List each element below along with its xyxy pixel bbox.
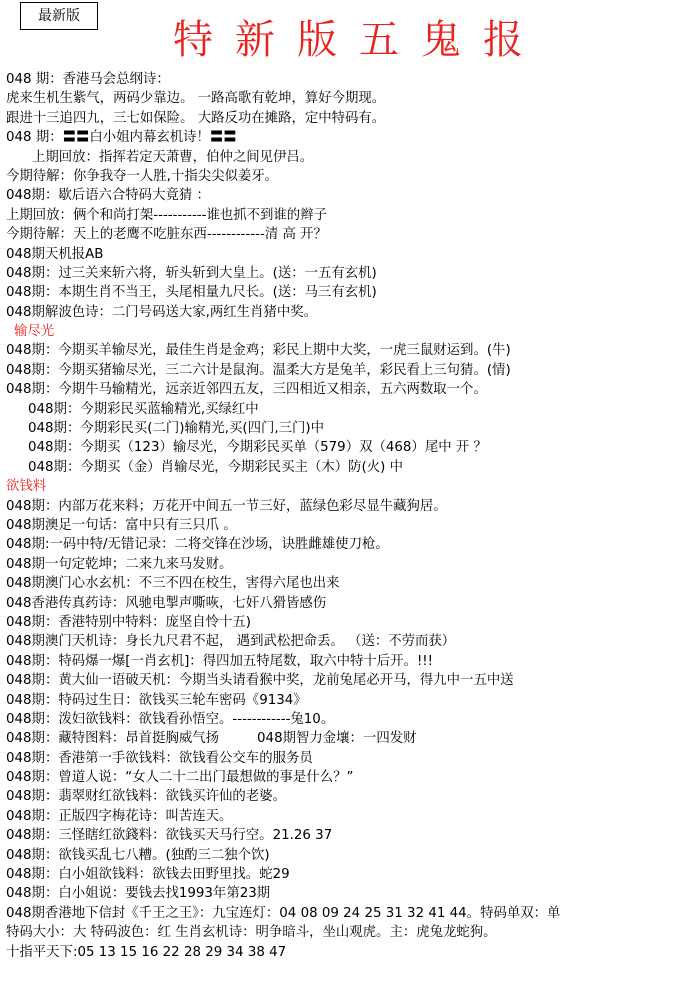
bulletin-line-text: 十指平天下:05 13 15 16 22 28 29 34 38 47	[6, 944, 287, 960]
bulletin-line-extra: 048期智力金壤：一四发财	[257, 731, 417, 747]
bulletin-line-text: 欲钱料	[6, 479, 47, 495]
bulletin-line-text: 048期：过三关来斩六将，斩头斩到大皇上。(送：一五有玄机)	[6, 265, 377, 281]
bulletin-line	[6, 497, 696, 516]
bulletin-line-text: 048期解波色诗：二门号码送大家,两红生肖猪中奖。	[6, 304, 318, 320]
bulletin-line	[6, 671, 696, 690]
page-title: 特新版五鬼报	[173, 17, 545, 63]
bulletin-line-text: 上期回放：指挥若定天萧曹，伯仲之间见伊吕。	[32, 149, 314, 165]
bulletin-line	[6, 148, 696, 167]
bulletin-line	[6, 846, 696, 865]
bulletin-line	[6, 109, 696, 128]
bulletin-line	[6, 613, 696, 632]
bulletin-line	[6, 128, 696, 147]
bulletin-line	[6, 943, 696, 962]
bulletin-line-text: 048期：香港第一手欲钱料：欲钱看公交车的服务员	[6, 750, 313, 766]
bulletin-line-text: 048期：三怪瞎红欲錢料：欲钱买天马行空。21.26 37	[6, 828, 333, 844]
bulletin-line-text: 048期天机报AB	[6, 246, 104, 262]
bulletin-line	[6, 419, 696, 438]
bulletin-line	[6, 865, 696, 884]
bulletin-line-text: 048期：今期彩民买蓝输精光,买绿红中	[28, 401, 259, 417]
bulletin-line-text: 今期待解：天上的老鹰不吃脏东西------------清 高 开？	[6, 227, 327, 243]
bulletin-line	[6, 283, 696, 302]
bulletin-line	[6, 555, 696, 574]
bulletin-line-text: 048香港传真药诗：风驰电掣声嘶咴，七奸八猾皆感伤	[6, 595, 327, 611]
bulletin-line	[6, 632, 696, 651]
bulletin-line-text: 今期待解：你争我夺一人胜,十指尖尖似姜牙。	[6, 168, 279, 184]
bulletin-line	[6, 89, 696, 108]
bulletin-line-text: 048期：今期买羊输尽光，最佳生肖是金鸡；彩民上期中大奖，一虎三鼠财运到。(牛)	[6, 343, 511, 359]
bulletin-line-text: 048期：歇后语六合特码大竟猜 ：	[6, 188, 210, 204]
bulletin-line-text: 048期一句定乾坤；二来九来马发财。	[6, 556, 233, 572]
bulletin-line-text: 048期：特码爆一爆[一肖玄机]：得四加五特尾数，取六中特十后开。!!!	[6, 653, 434, 669]
bulletin-line-text: 048期澳足一句话：富中只有三只爪 。	[6, 517, 237, 533]
bulletin-line-text: 048期：特码过生日：欲钱买三轮车密码《9134》	[6, 692, 307, 708]
bulletin-line-text: 048期：今期买（金）肖输尽光，今期彩民买主（木）防(火) 中	[28, 459, 404, 475]
bulletin-line-text: 048期澳门天机诗：身长九尺君不起， 遇到武松把命丢。 （送：不劳而获）	[6, 634, 456, 650]
bulletin-line	[6, 826, 696, 845]
bulletin-line-text: 特码大小：大 特码波色：红 生肖玄机诗：明争暗斗，坐山观虎。主：虎兔龙蛇狗。	[6, 925, 497, 941]
bulletin-line	[6, 749, 696, 768]
bulletin-line	[6, 167, 696, 186]
bulletin-line-text: 跟进十三追四九，三七如保险。 大路反功在摊路，定中特码有。	[6, 110, 386, 126]
bulletin-line	[6, 884, 696, 903]
bulletin-line-text: 048期：翡翠财红欲钱料：欲钱买许仙的老婆。	[6, 789, 286, 805]
bulletin-line-text: 048 期：香港马会总纲诗：	[6, 72, 170, 87]
bulletin-line-text: 048期：今期买猪输尽光，三二六计是鼠洵。温柔大方是兔羊，彩民看上三句猜。(情)	[6, 362, 511, 378]
bulletin-body	[6, 70, 696, 962]
bulletin-line-text: 048期:一码中特/无错记录：二将交锋在沙场，诀胜雌雄使刀枪。	[6, 537, 389, 553]
bulletin-line	[6, 904, 696, 923]
bulletin-line-text: 048期：泼妇欲钱料：欲钱看孙悟空。------------兔10。	[6, 711, 335, 727]
bulletin-line	[6, 341, 696, 360]
bulletin-line-text: 048期：今期买（123）输尽光，今期彩民买单（579）双（468）尾中 开 ？	[28, 440, 487, 456]
bulletin-line-text: 048期：今期彩民买(二门)输精光,买(四门,三门)中	[28, 421, 324, 437]
bulletin-line-text: 048期：欲钱买乱七八糟。(独酌三二独个饮)	[6, 847, 270, 863]
bulletin-line-text: 输尽光	[14, 324, 55, 340]
bulletin-line-text: 048期：正版四字梅花诗：叫苦连天。	[6, 808, 233, 824]
bulletin-line	[6, 691, 696, 710]
bulletin-line	[6, 710, 696, 729]
bulletin-line-text: 048期：今期牛马输精光，远亲近邻四五友，三四相近又相亲，五六两数取一个。	[6, 382, 487, 398]
bulletin-line-text: 048期：本期生肖不当王，头尾相量九尺长。(送：马三有玄机)	[6, 285, 377, 301]
bulletin-line	[6, 787, 696, 806]
bulletin-line-text: 048期香港地下信封《千王之王》：九宝连灯：04 08 09 24 25 31 32 41 44。特码单双：单	[6, 905, 561, 921]
bulletin-line	[6, 206, 696, 225]
bulletin-line-text: 048期澳门心水玄机：不三不四在校生，害得六尾也出来	[6, 576, 340, 592]
bulletin-line	[6, 477, 696, 496]
bulletin-line-text: 上期回放：俩个和尚打架-----------谁也抓不到谁的辫子	[6, 207, 327, 223]
bulletin-line	[6, 225, 696, 244]
bulletin-line-text: 048期：黄大仙一语破天机：今期当头请看猴中奖，龙前兔尾必开马，得九中一五中送	[6, 673, 514, 689]
bulletin-line	[6, 70, 696, 89]
bulletin-line	[6, 245, 696, 264]
bulletin-line	[6, 264, 696, 283]
bulletin-line	[6, 807, 696, 826]
version-badge: 最新版	[20, 2, 98, 30]
bulletin-line	[6, 768, 696, 787]
bulletin-line	[6, 729, 696, 748]
bulletin-line	[6, 186, 696, 205]
bulletin-line-text: 048期：曾道人说：“女人二十二出门最想做的事是什么？”	[6, 770, 354, 786]
bulletin-line-text: 048期：白小姐说：要钱去找1993年第23期	[6, 886, 271, 902]
bulletin-line	[6, 535, 696, 554]
bulletin-line-text: 048 期：〓〓白小姐内幕玄机诗！〓〓	[6, 130, 237, 146]
bulletin-line	[6, 652, 696, 671]
bulletin-line	[6, 380, 696, 399]
bulletin-line	[6, 574, 696, 593]
bulletin-line-text: 048期：藏特图料：昂首挺胸威气扬	[6, 731, 220, 747]
bulletin-line	[6, 400, 696, 419]
bulletin-line	[6, 458, 696, 477]
bulletin-line-text: 048期：白小姐欲钱料：欲钱去田野里找。蛇29	[6, 867, 290, 883]
bulletin-line	[6, 923, 696, 942]
bulletin-line	[6, 516, 696, 535]
bulletin-line	[6, 303, 696, 322]
bulletin-line-text: 048期：香港特别中特料：庞坚自怜十五)	[6, 614, 252, 630]
bulletin-line	[6, 361, 696, 380]
bulletin-line	[6, 594, 696, 613]
bulletin-line-text: 虎来生机生紫气，两码少靠边。 一路高歌有乾坤，算好今期现。	[6, 91, 386, 107]
bulletin-line-text: 048期：内部万花来料；万花开中间五一节三好，蓝绿色彩尽显牛藏狗居。	[6, 498, 447, 514]
bulletin-line	[6, 322, 696, 341]
bulletin-line	[6, 438, 696, 457]
